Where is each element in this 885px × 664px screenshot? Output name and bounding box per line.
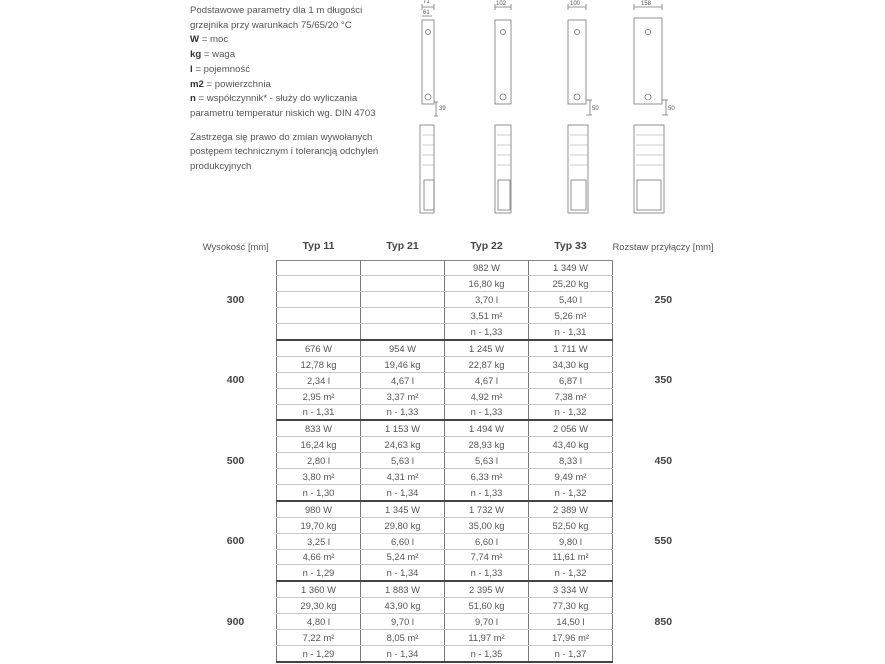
value-cell: 6,33 m²	[445, 469, 529, 485]
value-cell: 3,51 m²	[445, 308, 529, 324]
height-cell: 300	[226, 293, 245, 306]
value-cell: 77,30 kg	[529, 598, 613, 614]
value-cell: 16,24 kg	[277, 437, 361, 453]
value-cell	[361, 324, 445, 340]
value-cell: 7,22 m²	[277, 629, 361, 645]
spacing-cell: 350	[654, 374, 673, 387]
value-cell: 8,33 l	[529, 453, 613, 469]
spacing-cell: 450	[654, 454, 673, 467]
value-cell: 1 711 W	[529, 340, 613, 356]
value-cell	[361, 276, 445, 292]
value-cell: 12,78 kg	[277, 356, 361, 372]
radiator-diagram	[400, 0, 690, 225]
value-cell	[361, 308, 445, 324]
value-cell: 22,87 kg	[445, 356, 529, 372]
dim-label: 71	[423, 0, 430, 5]
legend-text: = współczynnik* - służy do wyliczania parametru temperatur niskich wg. DIN 4703	[190, 93, 376, 119]
value-cell: 7,74 m²	[445, 549, 529, 565]
value-cell: 5,26 m²	[529, 308, 613, 324]
value-cell: 14,50 l	[529, 614, 613, 630]
value-cell: 2 395 W	[445, 581, 529, 597]
legend-text: = powierzchnia	[203, 78, 271, 90]
value-cell: 1 360 W	[277, 581, 361, 597]
value-cell: 9,49 m²	[529, 469, 613, 485]
value-cell: n - 1,29	[277, 645, 361, 661]
value-cell: n - 1,34	[361, 565, 445, 581]
value-cell: 2 389 W	[529, 501, 613, 517]
intro-text	[190, 4, 390, 175]
value-cell: 4,66 m²	[277, 549, 361, 565]
value-cell: 8,05 m²	[361, 629, 445, 645]
value-cell: 4,80 l	[277, 614, 361, 630]
radiator-drawings	[400, 0, 690, 225]
dim-label: 102	[496, 1, 507, 7]
value-cell: 29,80 kg	[361, 517, 445, 533]
value-cell: n - 1,33	[445, 324, 529, 340]
value-cell: n - 1,31	[277, 404, 361, 420]
legend-key: kg	[190, 49, 202, 61]
header-type-22: Typ 22	[445, 232, 529, 260]
value-cell: n - 1,34	[361, 645, 445, 661]
value-cell: n - 1,34	[361, 484, 445, 500]
legend-text: = moc	[199, 34, 229, 46]
value-cell: 1 732 W	[445, 501, 529, 517]
dim-label: 61	[423, 10, 430, 16]
dim-label: 50	[592, 106, 599, 112]
table-row	[195, 420, 714, 436]
value-cell: 19,70 kg	[277, 517, 361, 533]
value-cell: 2,80 l	[277, 453, 361, 469]
value-cell: n - 1,30	[277, 484, 361, 500]
value-cell: 3,25 l	[277, 533, 361, 549]
value-cell: 1 494 W	[445, 420, 529, 436]
value-cell	[361, 292, 445, 308]
value-cell	[277, 276, 361, 292]
value-cell: 11,97 m²	[445, 629, 529, 645]
value-cell: n - 1,29	[277, 565, 361, 581]
table-row	[195, 260, 714, 276]
value-cell	[277, 260, 361, 276]
value-cell: 43,90 kg	[361, 598, 445, 614]
value-cell: 5,24 m²	[361, 549, 445, 565]
value-cell: n - 1,32	[529, 404, 613, 420]
legend-list	[190, 33, 390, 121]
value-cell: 9,80 l	[529, 533, 613, 549]
legend-item	[190, 48, 390, 63]
value-cell: 5,63 l	[361, 453, 445, 469]
legend-key: W	[190, 34, 200, 46]
value-cell: 954 W	[361, 340, 445, 356]
value-cell: 5,63 l	[445, 453, 529, 469]
value-cell: 1 345 W	[361, 501, 445, 517]
value-cell	[277, 308, 361, 324]
legend-item	[190, 63, 390, 78]
table-row	[195, 581, 714, 597]
parameters-table	[195, 232, 714, 663]
value-cell: 16,80 kg	[445, 276, 529, 292]
value-cell: n - 1,33	[445, 404, 529, 420]
spacing-cell: 250	[654, 293, 673, 306]
value-cell: 2,95 m²	[277, 388, 361, 404]
intro-line: Podstawowe parametry dla 1 m długości grzejnika przy warunkach 75/65/20 °C	[190, 5, 363, 31]
value-cell: n - 1,33	[445, 565, 529, 581]
spacing-cell: 550	[654, 535, 673, 548]
height-cell: 900	[226, 615, 245, 628]
value-cell: n - 1,37	[529, 645, 613, 661]
value-cell: 4,92 m²	[445, 388, 529, 404]
value-cell: 833 W	[277, 420, 361, 436]
header-type-11: Typ 11	[277, 232, 361, 260]
value-cell: 1 245 W	[445, 340, 529, 356]
value-cell: 3,80 m²	[277, 469, 361, 485]
value-cell: 43,40 kg	[529, 437, 613, 453]
value-cell: 4,67 l	[361, 372, 445, 388]
value-cell: 2 056 W	[529, 420, 613, 436]
value-cell: n - 1,32	[529, 484, 613, 500]
value-cell: 982 W	[445, 260, 529, 276]
header-spacing: Rozstaw przyłączy [mm]	[612, 240, 714, 252]
disclaimer-note: Zastrzega się prawo do zmian wywołanych postępem technicznym i tolerancją odchyleń produkcyjnych	[190, 131, 379, 173]
header-type-33: Typ 33	[529, 232, 613, 260]
legend-text: = pojemność	[192, 63, 251, 75]
legend-item	[190, 33, 390, 48]
table-row	[195, 340, 714, 356]
value-cell	[277, 292, 361, 308]
value-cell: 3,70 l	[445, 292, 529, 308]
value-cell: n - 1,31	[529, 324, 613, 340]
dim-label: 50	[668, 106, 675, 112]
value-cell: 35,00 kg	[445, 517, 529, 533]
value-cell: 17,96 m²	[529, 629, 613, 645]
value-cell: 3 334 W	[529, 581, 613, 597]
header-type-21: Typ 21	[361, 232, 445, 260]
dim-label: 158	[641, 1, 652, 7]
value-cell: 7,38 m²	[529, 388, 613, 404]
value-cell: n - 1,35	[445, 645, 529, 661]
value-cell: 11,61 m²	[529, 549, 613, 565]
value-cell: 1 883 W	[361, 581, 445, 597]
value-cell: 52,50 kg	[529, 517, 613, 533]
value-cell: 6,87 l	[529, 372, 613, 388]
legend-item	[190, 92, 390, 121]
value-cell	[277, 324, 361, 340]
value-cell: 4,67 l	[445, 372, 529, 388]
value-cell: 6,60 l	[361, 533, 445, 549]
value-cell: 2,34 l	[277, 372, 361, 388]
height-cell: 400	[226, 374, 245, 387]
value-cell: 6,60 l	[445, 533, 529, 549]
height-cell: 600	[226, 535, 245, 548]
value-cell: 51,60 kg	[445, 598, 529, 614]
value-cell: 24,63 kg	[361, 437, 445, 453]
value-cell: 9,70 l	[445, 614, 529, 630]
value-cell: n - 1,33	[361, 404, 445, 420]
value-cell: 980 W	[277, 501, 361, 517]
value-cell: 676 W	[277, 340, 361, 356]
value-cell	[361, 260, 445, 276]
value-cell: n - 1,33	[445, 484, 529, 500]
value-cell: 4,31 m²	[361, 469, 445, 485]
value-cell: 5,40 l	[529, 292, 613, 308]
legend-key: I	[190, 63, 193, 75]
legend-key: m2	[190, 78, 204, 90]
value-cell: 25,20 kg	[529, 276, 613, 292]
legend-key: n	[190, 93, 196, 105]
value-cell: 1 349 W	[529, 260, 613, 276]
value-cell: 9,70 l	[361, 614, 445, 630]
value-cell: 19,46 kg	[361, 356, 445, 372]
value-cell: 28,93 kg	[445, 437, 529, 453]
value-cell: 3,37 m²	[361, 388, 445, 404]
value-cell: 29,30 kg	[277, 598, 361, 614]
dim-label: 100	[570, 1, 581, 7]
value-cell: n - 1,32	[529, 565, 613, 581]
header-height: Wysokość [mm]	[202, 240, 269, 252]
spacing-cell: 850	[654, 615, 673, 628]
value-cell: 1 153 W	[361, 420, 445, 436]
legend-item	[190, 78, 390, 93]
dim-label: 39	[439, 106, 446, 112]
table-row	[195, 501, 714, 517]
legend-text: = waga	[201, 49, 236, 61]
value-cell: 34,30 kg	[529, 356, 613, 372]
height-cell: 500	[226, 454, 245, 467]
